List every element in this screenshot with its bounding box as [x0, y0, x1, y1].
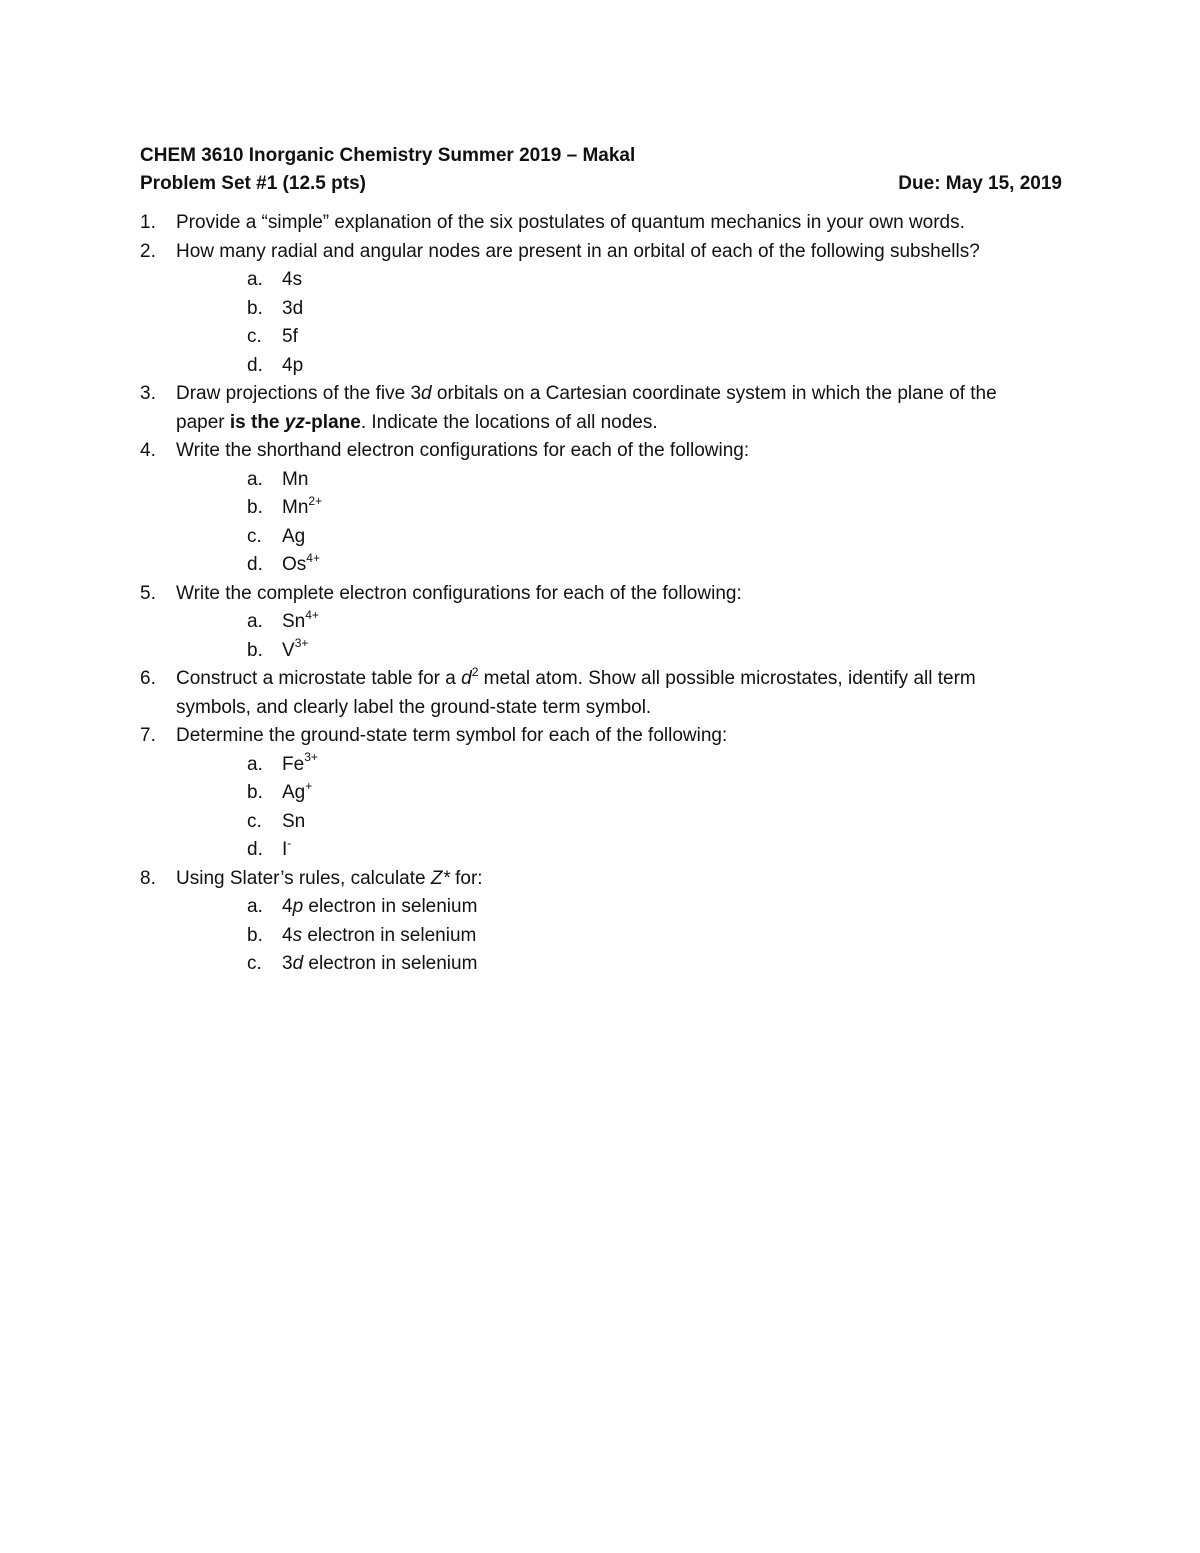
sub-item-text — [282, 836, 291, 865]
question-1 — [140, 209, 1070, 238]
text-run: paper — [176, 411, 230, 433]
species: Mn — [282, 468, 309, 490]
bold-run: is the — [229, 411, 285, 433]
italic-run: p — [292, 896, 304, 917]
sub-item-text — [282, 779, 312, 808]
text-run: orbitals on a Cartesian coordinate system in which the plane of the — [431, 383, 997, 404]
charge: 3+ — [304, 750, 318, 765]
text-run: electron in selenium — [303, 953, 478, 974]
sub-item-letter: b. — [247, 297, 263, 319]
sub-item — [140, 352, 1070, 381]
sub-item-text — [282, 466, 308, 495]
species: I — [282, 839, 288, 860]
sub-item-letter: b. — [247, 497, 263, 518]
header-subtitle-line — [140, 170, 1062, 198]
sub-item-text — [282, 494, 322, 523]
sub-item-text — [282, 608, 319, 637]
question-number: 3. — [140, 383, 156, 404]
question-3 — [140, 380, 1070, 409]
question-4 — [140, 437, 1070, 466]
question-text — [176, 865, 483, 894]
sub-item-letter: a. — [247, 468, 263, 490]
text-run: Construct a microstate table for a — [176, 668, 462, 689]
charge: 4+ — [305, 607, 319, 622]
question-number: 4. — [140, 440, 156, 461]
sub-item-text: 4s — [282, 269, 303, 290]
sub-item — [140, 751, 1070, 780]
italic-run: d — [421, 383, 432, 404]
problem-set-title: Problem Set #1 (12.5 pts) — [140, 173, 366, 194]
question-text — [176, 665, 976, 694]
question-6 — [140, 665, 1070, 694]
italic-run: Z* — [430, 867, 450, 889]
sub-item-letter: a. — [247, 611, 263, 632]
question-number: 6. — [140, 668, 156, 689]
sub-item — [140, 295, 1070, 324]
sub-item-text — [282, 893, 477, 922]
italic-run: d — [292, 953, 304, 974]
question-text: Write the shorthand electron configurations for each of the following: — [176, 440, 750, 461]
question-text: How many radial and angular nodes are present in an orbital of each of the following subshells? — [176, 240, 980, 262]
document-header — [140, 142, 1062, 198]
text-run: Draw projections of the five 3 — [176, 383, 422, 404]
question-number: 7. — [140, 725, 156, 746]
sub-item — [140, 466, 1070, 495]
sub-item-letter: c. — [247, 953, 262, 974]
sub-item — [140, 922, 1070, 951]
question-3-continued — [140, 409, 1070, 438]
species: Ag — [282, 782, 306, 803]
due-date: Due: May 15, 2019 — [898, 173, 1062, 194]
question-number: 1. — [140, 212, 156, 233]
text-run: Using Slater’s rules, calculate — [176, 867, 431, 889]
sub-item — [140, 523, 1070, 552]
sub-item — [140, 808, 1070, 837]
sub-item-letter: b. — [247, 639, 263, 661]
text-run: 4 — [282, 924, 293, 946]
question-text: Provide a “simple” explanation of the six postulates of quantum mechanics in your own words. — [176, 212, 965, 233]
species: V — [282, 639, 295, 661]
bold-italic-run: yz — [284, 411, 305, 433]
sub-item-letter: b. — [247, 924, 263, 946]
sub-item-text — [282, 808, 305, 837]
sub-item-text — [282, 751, 318, 780]
question-text: Determine the ground-state term symbol for each of the following: — [176, 725, 728, 746]
charge: - — [287, 835, 292, 850]
species: Ag — [282, 525, 306, 547]
sub-item-letter: a. — [247, 269, 263, 290]
species: Mn — [282, 497, 309, 518]
text-run: for: — [449, 867, 483, 889]
sub-item — [140, 266, 1070, 295]
sub-item-letter: d. — [247, 839, 263, 860]
sub-item-text — [282, 523, 305, 552]
question-text-continued: symbols, and clearly label the ground-state term symbol. — [176, 696, 652, 718]
question-8 — [140, 865, 1070, 894]
sub-item-letter: d. — [247, 354, 263, 376]
charge: + — [305, 778, 313, 793]
sub-item-letter: c. — [247, 810, 262, 832]
text-run: metal atom. Show all possible microstates, identify all term — [478, 668, 976, 689]
question-text: Write the complete electron configurations for each of the following: — [176, 582, 742, 604]
sub-item-text: 4p — [282, 354, 304, 376]
sub-item — [140, 637, 1070, 666]
question-6-continued — [140, 694, 1070, 723]
charge: 2+ — [308, 493, 323, 508]
question-number: 5. — [140, 582, 156, 604]
sub-item — [140, 608, 1070, 637]
sub-item-text: 5f — [282, 326, 298, 347]
question-number: 8. — [140, 867, 156, 889]
question-text — [176, 380, 997, 409]
question-number: 2. — [140, 240, 156, 262]
sub-item-letter: a. — [247, 896, 263, 917]
question-list — [140, 209, 1070, 979]
species: Os — [282, 554, 307, 575]
charge: 3+ — [294, 636, 309, 651]
sub-item-letter: c. — [247, 326, 262, 347]
text-run: 4 — [282, 896, 293, 917]
sub-item — [140, 323, 1070, 352]
sub-item — [140, 551, 1070, 580]
question-7 — [140, 722, 1070, 751]
sub-item-letter: d. — [247, 554, 263, 575]
sub-item-letter: b. — [247, 782, 263, 803]
sub-item — [140, 893, 1070, 922]
charge: 4+ — [306, 550, 320, 565]
course-title: CHEM 3610 Inorganic Chemistry Summer 2019 – Makal — [140, 145, 636, 166]
species: Sn — [282, 810, 306, 832]
sub-item — [140, 494, 1070, 523]
sub-item-letter: a. — [247, 753, 263, 775]
text-run: electron in selenium — [303, 896, 478, 917]
sub-item-text — [282, 950, 477, 979]
italic-run: d — [461, 668, 472, 689]
sub-item-text: 3d — [282, 297, 304, 319]
sub-item — [140, 950, 1070, 979]
text-run: . Indicate the locations of all nodes. — [360, 411, 658, 433]
italic-run: s — [292, 924, 303, 946]
species: Fe — [282, 753, 305, 775]
species: Sn — [282, 611, 306, 632]
superscript: 2 — [471, 664, 479, 679]
question-2 — [140, 238, 1070, 267]
sub-item-text — [282, 551, 320, 580]
text-run: electron in selenium — [302, 924, 477, 946]
question-text-continued — [176, 409, 658, 438]
sub-item-text — [282, 637, 308, 666]
question-5 — [140, 580, 1070, 609]
sub-item-text — [282, 922, 476, 951]
sub-item-letter: c. — [247, 525, 262, 547]
text-run: 3 — [282, 953, 293, 974]
header-title-line — [140, 142, 1062, 170]
sub-item — [140, 779, 1070, 808]
bold-run: -plane — [304, 411, 361, 433]
sub-item — [140, 836, 1070, 865]
